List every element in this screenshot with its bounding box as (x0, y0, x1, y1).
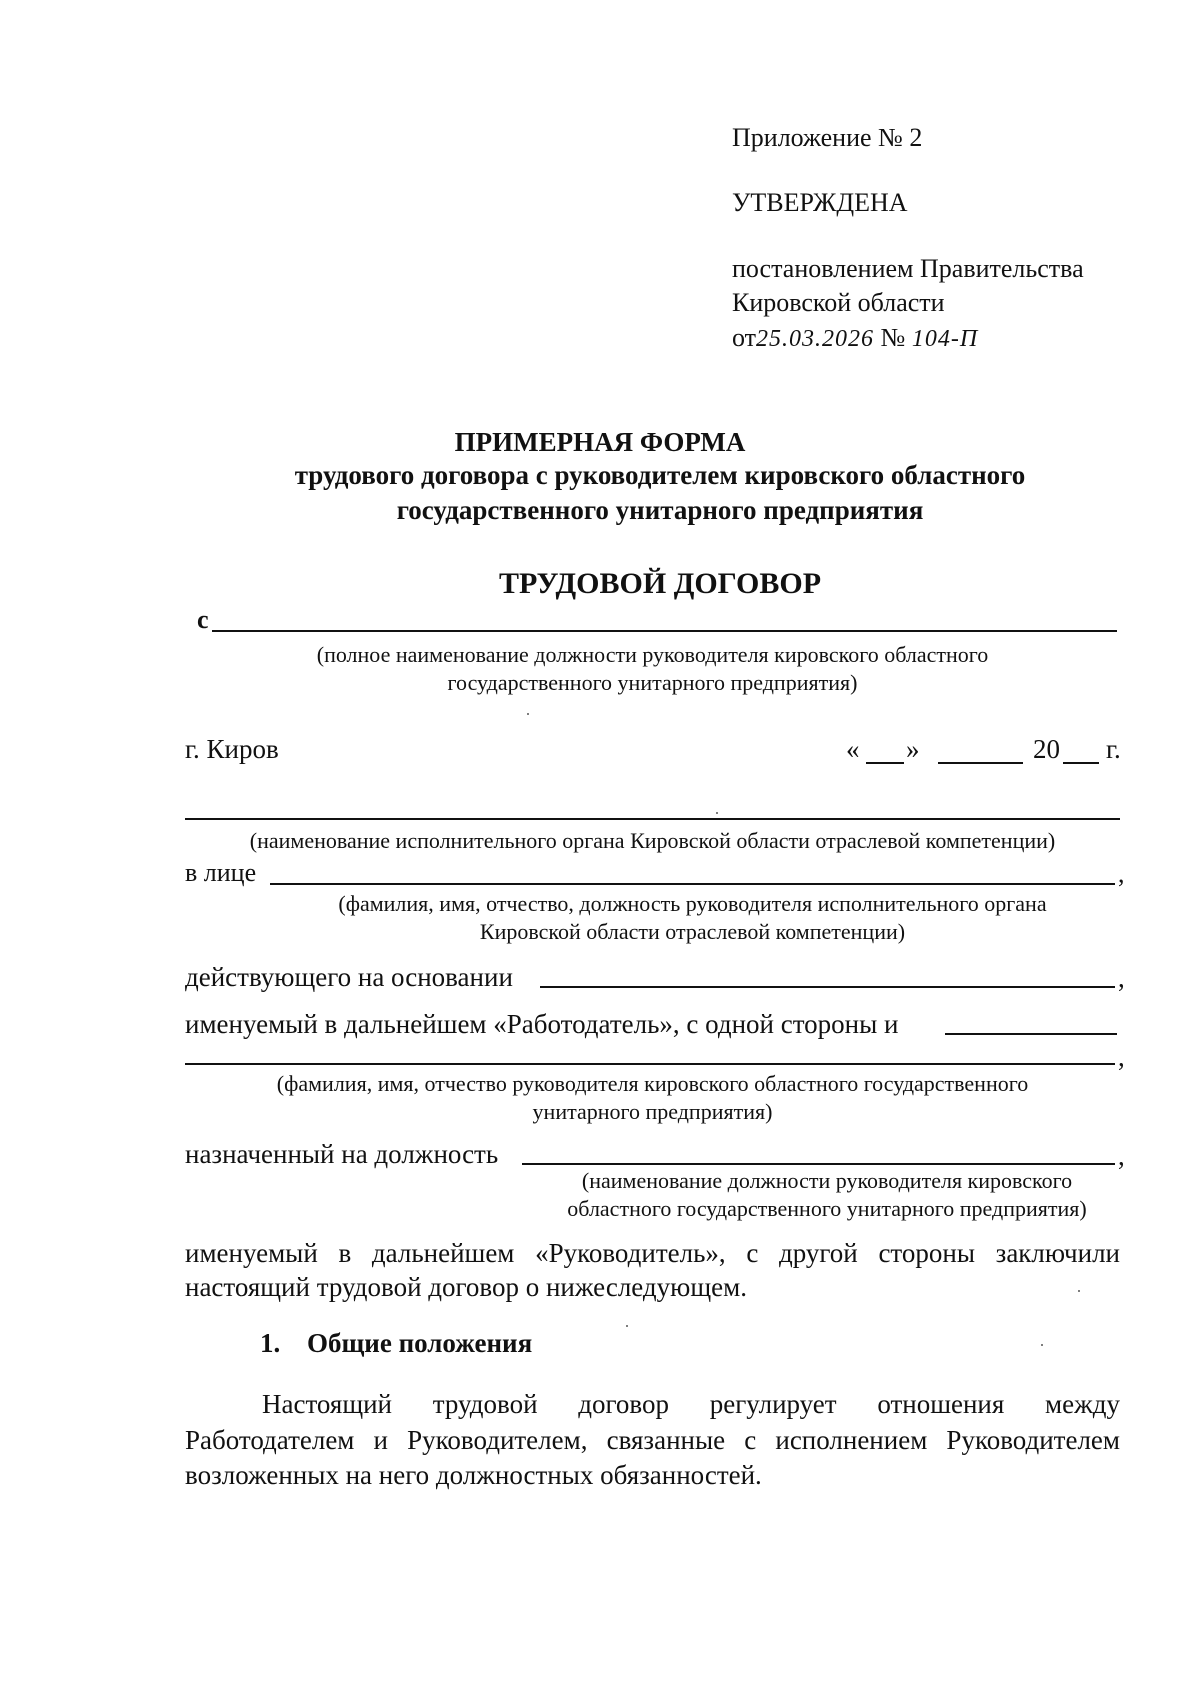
comma-3: , (1118, 1042, 1125, 1072)
scan-speck (1041, 1344, 1043, 1346)
hint-employer-person-2: Кировской области отраслевой компетенции) (479, 919, 906, 944)
form-subtitle-1: трудового договора с руководителем кировского областного (294, 460, 1026, 490)
acting-basis-label: действующего на основании (185, 962, 513, 992)
date-prefix: от (732, 323, 757, 352)
city: г. Киров (185, 734, 279, 764)
employer-body-blank[interactable] (185, 818, 1120, 820)
form-subtitle-2: государственного унитарного предприятия (396, 495, 924, 525)
year-prefix: 20 (1033, 734, 1060, 764)
hint-employer-body: (наименование исполнительного органа Кировской области отраслевой компетенции) (249, 828, 1056, 853)
handwritten-date: 25.03.2026 (756, 326, 875, 352)
in-person-label: в лице (185, 858, 257, 887)
day-blank[interactable] (866, 762, 904, 764)
hint-position-2: государственного унитарного предприятия) (447, 670, 858, 695)
year-suffix: г. (1106, 734, 1121, 764)
head-name-blank-2[interactable] (185, 1063, 1115, 1065)
comma-4: , (1118, 1141, 1125, 1171)
employer-named-text: именуемый в дальнейшем «Работодатель», с одной стороны и (185, 1009, 899, 1039)
acting-basis-blank[interactable] (540, 986, 1115, 988)
appointed-label: назначенный на должность (185, 1139, 499, 1169)
scan-speck (1078, 1290, 1080, 1292)
head-named-line-2: настоящий трудовой договор о нижеследующем. (185, 1272, 747, 1302)
hint-employer-person-1: (фамилия, имя, отчество, должность руководителя исполнительного органа (338, 891, 1047, 916)
approved-label: УТВЕРЖДЕНА (732, 188, 908, 217)
appendix-label: Приложение № 2 (732, 123, 923, 152)
section-1-para-line-3: возложенных на него должностных обязанностей. (185, 1460, 762, 1490)
section-1-para-line-2: Работодателем и Руководителем, связанные с исполнением Руководителем (185, 1425, 1120, 1455)
section-1-title: Общие положения (307, 1328, 533, 1358)
with-prefix: с (197, 605, 209, 634)
month-blank[interactable] (938, 762, 1023, 764)
date-open-quote: « (846, 734, 860, 764)
appointed-blank[interactable] (522, 1163, 1115, 1165)
comma-1: , (1118, 859, 1125, 888)
form-title: ПРИМЕРНАЯ ФОРМА (454, 427, 746, 457)
approved-by-line2: Кировской области (732, 288, 945, 317)
section-1-number: 1. (260, 1328, 281, 1358)
employer-person-blank[interactable] (270, 883, 1115, 885)
hint-head-name-1: (фамилия, имя, отчество руководителя кировского областного государственного (276, 1071, 1029, 1096)
hint-appointed-2: областного государственного унитарного предприятия) (567, 1196, 1087, 1221)
hint-position-1: (полное наименование должности руководителя кировского областного (316, 642, 989, 667)
comma-2: , (1118, 963, 1125, 993)
section-1-para-line-1: Настоящий трудовой договор регулирует отношения между (262, 1389, 1120, 1419)
scan-speck (716, 812, 718, 814)
number-prefix: № (880, 323, 906, 352)
scan-speck (527, 713, 529, 715)
head-named-line-1: именуемый в дальнейшем «Руководитель», с другой стороны заключили (185, 1238, 1120, 1268)
approval-date-line (732, 322, 978, 355)
hint-head-name-2: унитарного предприятия) (532, 1099, 773, 1124)
scan-speck (626, 1325, 628, 1327)
hint-appointed-1: (наименование должности руководителя кировского (581, 1168, 1073, 1193)
head-name-blank-1[interactable] (945, 1033, 1117, 1035)
year-blank[interactable] (1063, 762, 1099, 764)
handwritten-number: 104-П (911, 326, 979, 352)
contract-heading: ТРУДОВОЙ ДОГОВОР (498, 567, 822, 600)
approved-by-line1: постановлением Правительства (732, 254, 1084, 283)
position-blank[interactable] (212, 630, 1117, 632)
date-close-quote: » (906, 734, 920, 764)
